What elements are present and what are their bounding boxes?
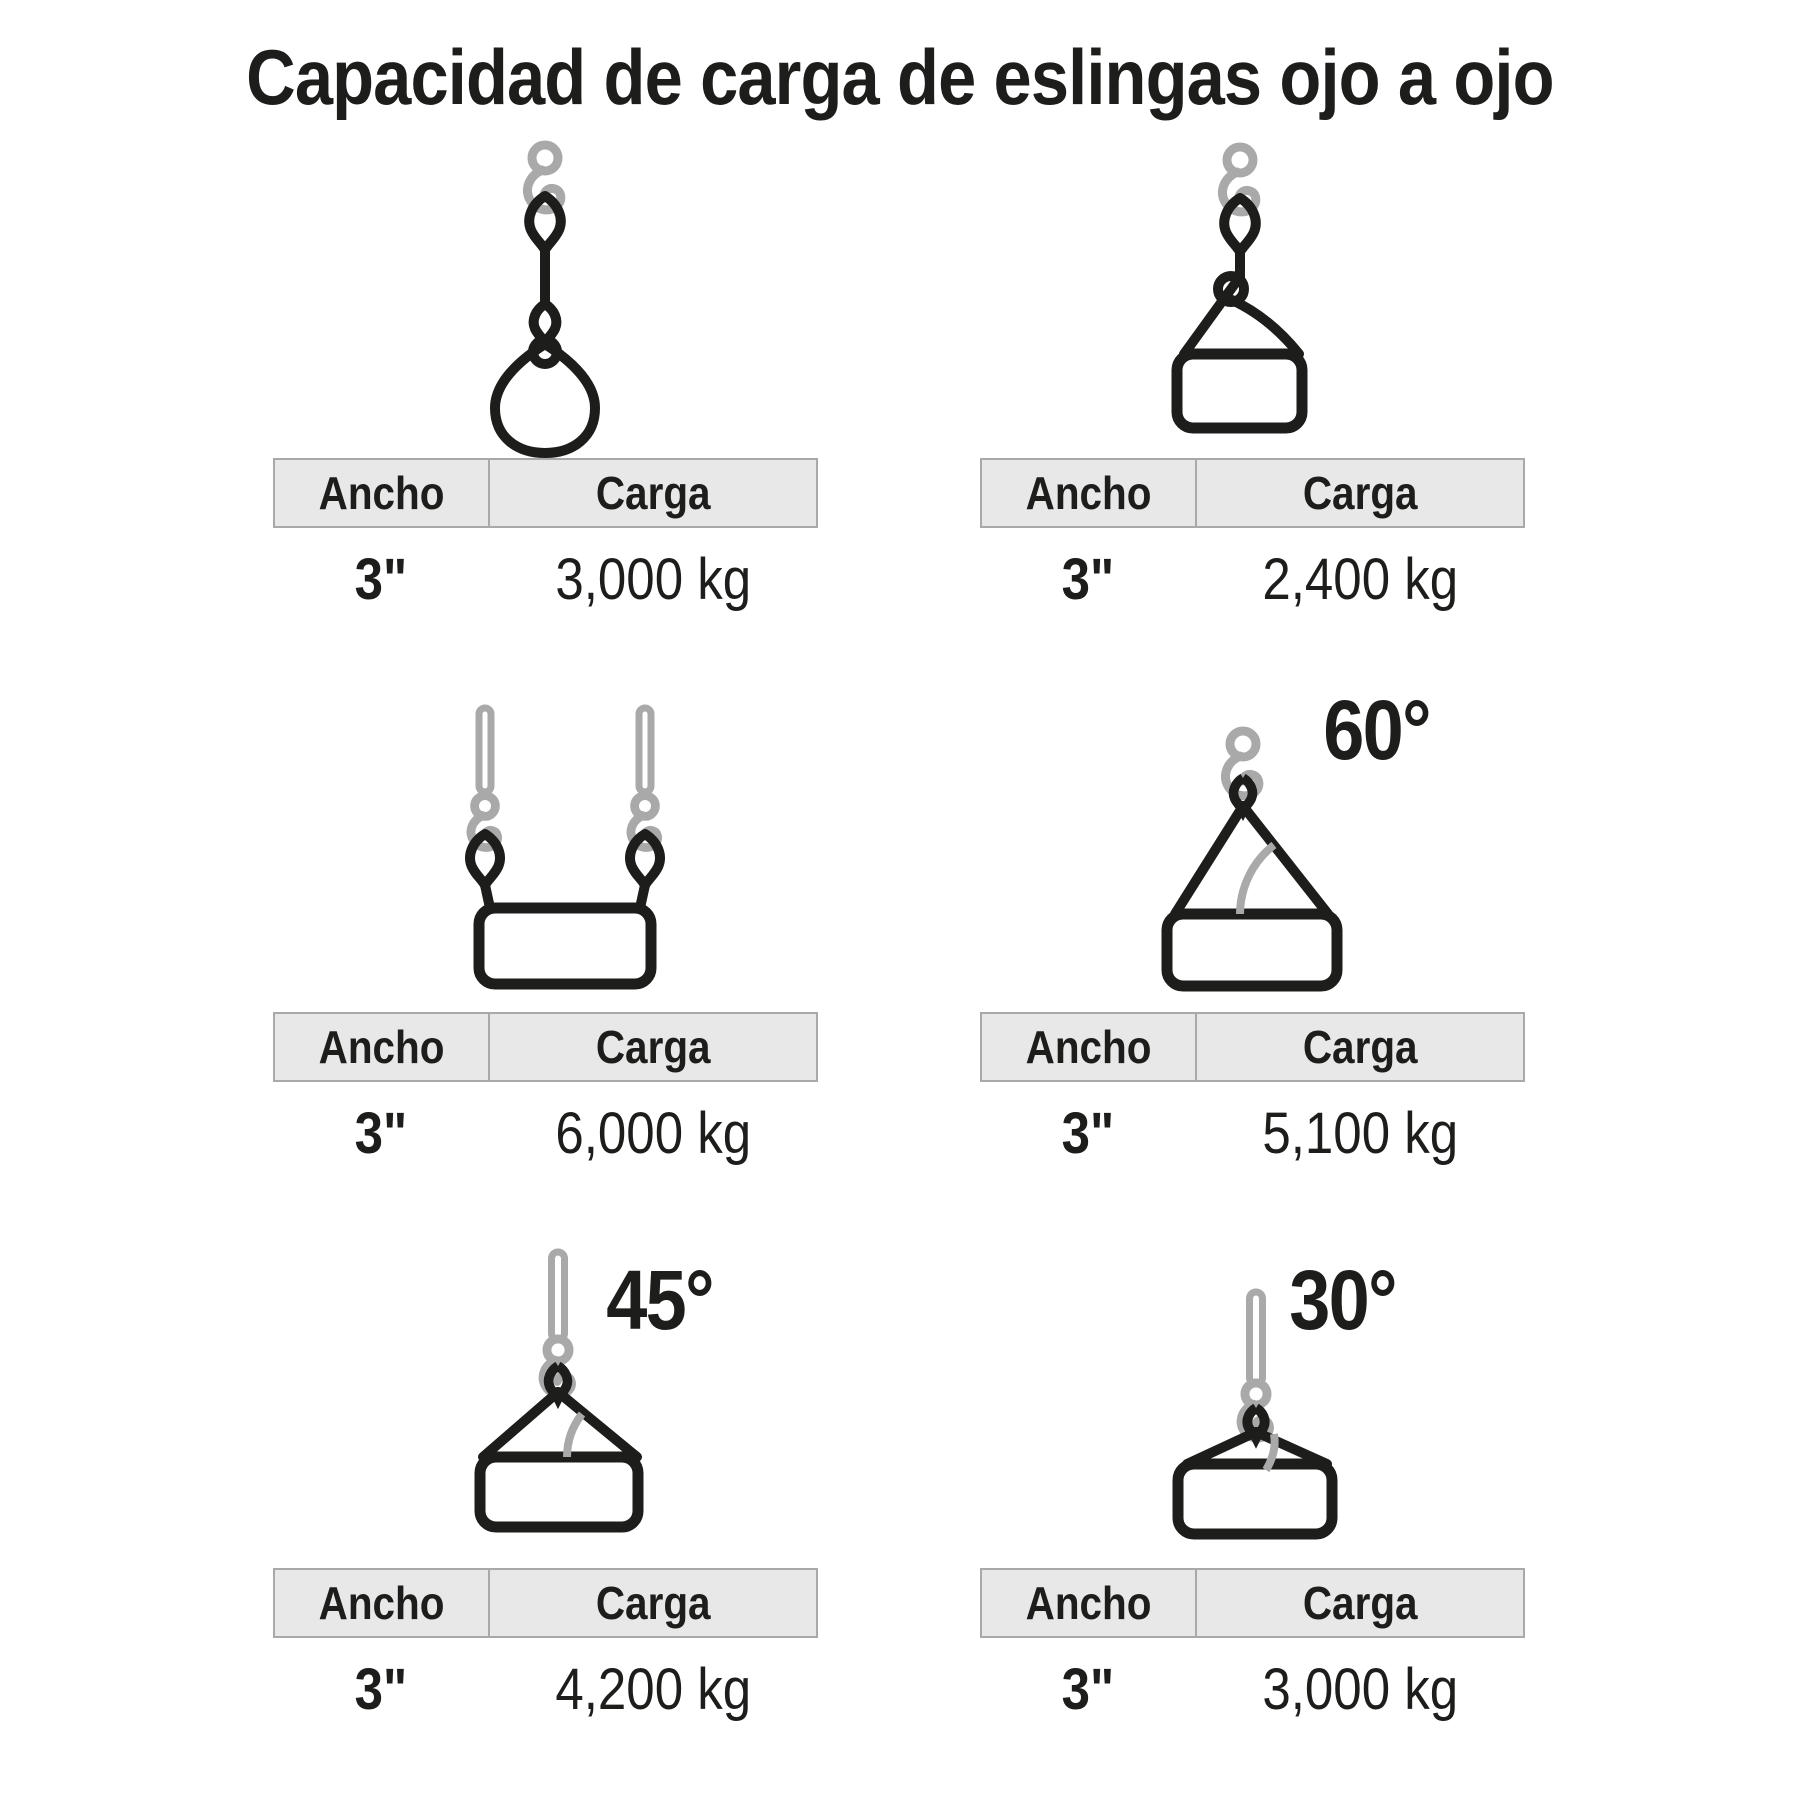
crane-cable-icon	[1250, 1292, 1263, 1384]
load-box	[1167, 914, 1337, 986]
basket-60-sling-diagram	[1060, 682, 1440, 1027]
sling-line-art	[1177, 198, 1302, 428]
header-carga: Carga	[488, 1012, 818, 1082]
capacity-table	[980, 458, 1525, 630]
config-cell-basket-45	[273, 1230, 818, 1750]
header-carga: Carga	[1195, 1012, 1525, 1082]
table-row	[980, 1082, 1525, 1184]
header-ancho: Ancho	[980, 1568, 1197, 1638]
header-carga: Carga	[488, 458, 818, 528]
ancho-value: 3"	[354, 1656, 408, 1722]
ancho-value: 3"	[354, 1100, 408, 1166]
table-header	[273, 1568, 818, 1638]
capacity-table	[273, 458, 818, 630]
table-row	[273, 528, 818, 630]
header-ancho: Ancho	[273, 458, 490, 528]
basket-45-sling-diagram	[380, 1240, 760, 1585]
config-cell-choker	[980, 120, 1525, 640]
sling-eye-icon	[470, 834, 500, 885]
carga-value: 5,100 kg	[1262, 1100, 1459, 1166]
crane-cable-icon	[552, 1252, 565, 1340]
table-row	[980, 528, 1525, 630]
carga-value: 6,000 kg	[555, 1100, 752, 1166]
load-box	[480, 1457, 638, 1527]
sling-line-art	[495, 196, 595, 453]
capacity-table	[273, 1012, 818, 1184]
config-cell-double-vertical	[273, 674, 818, 1194]
crane-cable-icon	[639, 708, 651, 792]
sling-line-art	[1167, 806, 1337, 986]
table-header	[273, 1012, 818, 1082]
carga-value: 3,000 kg	[555, 546, 752, 612]
header-carga: Carga	[1195, 1568, 1525, 1638]
ancho-value: 3"	[1061, 1100, 1115, 1166]
header-ancho: Ancho	[980, 458, 1197, 528]
ancho-value: 3"	[1061, 546, 1115, 612]
ancho-value: 3"	[354, 546, 408, 612]
ancho-value: 3"	[1061, 1656, 1115, 1722]
table-row	[980, 1638, 1525, 1740]
angle-arc-icon	[567, 1414, 582, 1457]
carga-value: 3,000 kg	[1262, 1656, 1459, 1722]
config-cell-vertical	[273, 120, 818, 640]
table-header	[980, 458, 1525, 528]
page-title	[0, 32, 1800, 123]
capacity-table	[273, 1568, 818, 1740]
capacity-table	[980, 1568, 1525, 1740]
vertical-sling-diagram	[385, 128, 705, 463]
load-box	[479, 908, 651, 984]
config-cell-basket-30	[980, 1230, 1525, 1750]
angle-arc-icon	[1240, 845, 1274, 914]
sling-line-art	[480, 1392, 638, 1527]
table-header	[980, 1568, 1525, 1638]
page-title-text: Capacidad de carga de eslingas ojo a ojo	[246, 33, 1554, 121]
table-row	[273, 1638, 818, 1740]
header-ancho: Ancho	[273, 1012, 490, 1082]
load-box	[1177, 354, 1302, 428]
capacity-table	[980, 1012, 1525, 1184]
angle-label: 30°	[1289, 1253, 1396, 1347]
config-cell-basket-60	[980, 674, 1525, 1194]
header-ancho: Ancho	[273, 1568, 490, 1638]
header-ancho: Ancho	[980, 1012, 1197, 1082]
crane-cable-icon	[479, 708, 491, 792]
sling-eye-icon	[529, 196, 561, 250]
carga-value: 2,400 kg	[1262, 546, 1459, 612]
basket-30-sling-diagram	[1060, 1240, 1440, 1585]
table-header	[273, 458, 818, 528]
angle-label: 60°	[1323, 683, 1430, 777]
load-box	[1178, 1464, 1332, 1534]
header-carga: Carga	[1195, 458, 1525, 528]
sling-line-art	[1178, 1432, 1332, 1534]
sling-line-art	[470, 834, 660, 984]
double-vertical-sling-diagram	[405, 702, 725, 1002]
sling-eye-icon	[630, 834, 660, 885]
choker-sling-diagram	[1080, 128, 1400, 448]
carga-value: 4,200 kg	[555, 1656, 752, 1722]
table-header	[980, 1012, 1525, 1082]
table-row	[273, 1082, 818, 1184]
angle-label: 45°	[606, 1253, 713, 1347]
sling-eye-icon	[1224, 198, 1256, 252]
header-carga: Carga	[488, 1568, 818, 1638]
